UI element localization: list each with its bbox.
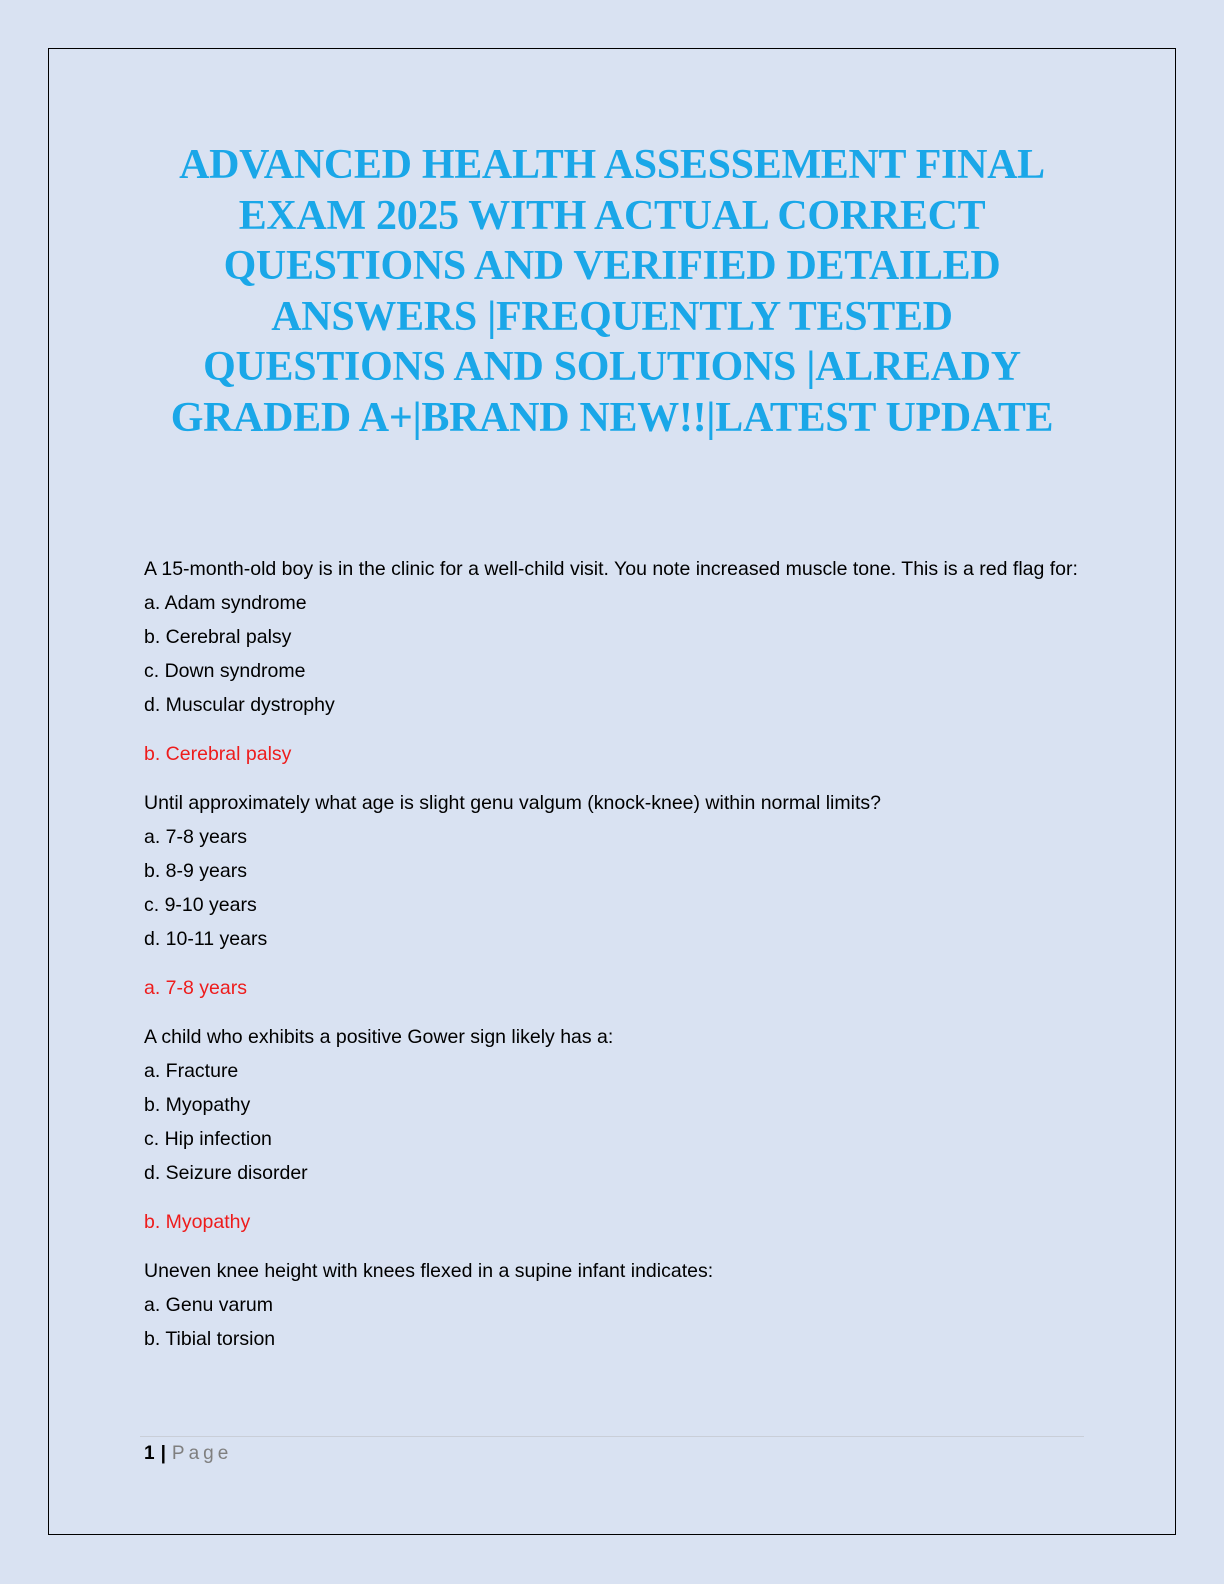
title-line: EXAM 2025 WITH ACTUAL CORRECT — [238, 192, 986, 239]
answer-option: d. Seizure disorder — [144, 1162, 308, 1184]
answer-option: d. Muscular dystrophy — [144, 694, 335, 716]
answer-option: c. 9-10 years — [144, 894, 257, 916]
answer-option: b. 8-9 years — [144, 860, 247, 882]
question-text: Uneven knee height with knees flexed in a supine infant indicates: — [144, 1260, 714, 1282]
title-line: ANSWERS |FREQUENTLY TESTED — [271, 293, 953, 340]
answer-option: b. Cerebral palsy — [144, 626, 292, 648]
question-text: A child who exhibits a positive Gower sign likely has a: — [144, 1026, 614, 1048]
title-line: QUESTIONS AND SOLUTIONS |ALREADY — [203, 344, 1021, 390]
answer-option: d. 10-11 years — [144, 928, 268, 950]
correct-answer: b. Cerebral palsy — [144, 743, 292, 765]
title-line: ADVANCED HEALTH ASSESSEMENT FINAL — [179, 142, 1045, 188]
question-block — [144, 786, 1084, 1020]
answer-option: a. Adam syndrome — [144, 592, 307, 614]
page-label: Page — [171, 1443, 233, 1464]
question-list — [144, 552, 1084, 1356]
footer-divider — [140, 1436, 1084, 1437]
footer-separator: | — [160, 1443, 166, 1464]
page-number: 1 — [144, 1443, 155, 1464]
title-line: GRADED A+|BRAND NEW!!|LATEST UPDATE — [170, 394, 1054, 441]
question-text: Until approximately what age is slight genu valgum (knock-knee) within normal limits? — [144, 792, 881, 814]
document-title — [140, 140, 1084, 443]
answer-option: b. Tibial torsion — [144, 1328, 276, 1350]
correct-answer: b. Myopathy — [144, 1211, 251, 1233]
correct-answer: a. 7-8 years — [144, 977, 247, 999]
question-text: A 15-month-old boy is in the clinic for a well-child visit. You note increased muscle tone. This is a red flag for: — [144, 558, 1078, 580]
answer-option: a. Genu varum — [144, 1294, 273, 1316]
answer-option: b. Myopathy — [144, 1094, 251, 1116]
question-block — [144, 1254, 1084, 1356]
question-block — [144, 1020, 1084, 1254]
answer-option: c. Hip infection — [144, 1128, 272, 1150]
question-block — [144, 552, 1084, 786]
page-footer — [144, 1442, 232, 1466]
answer-option: a. Fracture — [144, 1060, 239, 1082]
title-line: QUESTIONS AND VERIFIED DETAILED — [223, 243, 1001, 289]
answer-option: c. Down syndrome — [144, 660, 306, 682]
answer-option: a. 7-8 years — [144, 826, 247, 848]
